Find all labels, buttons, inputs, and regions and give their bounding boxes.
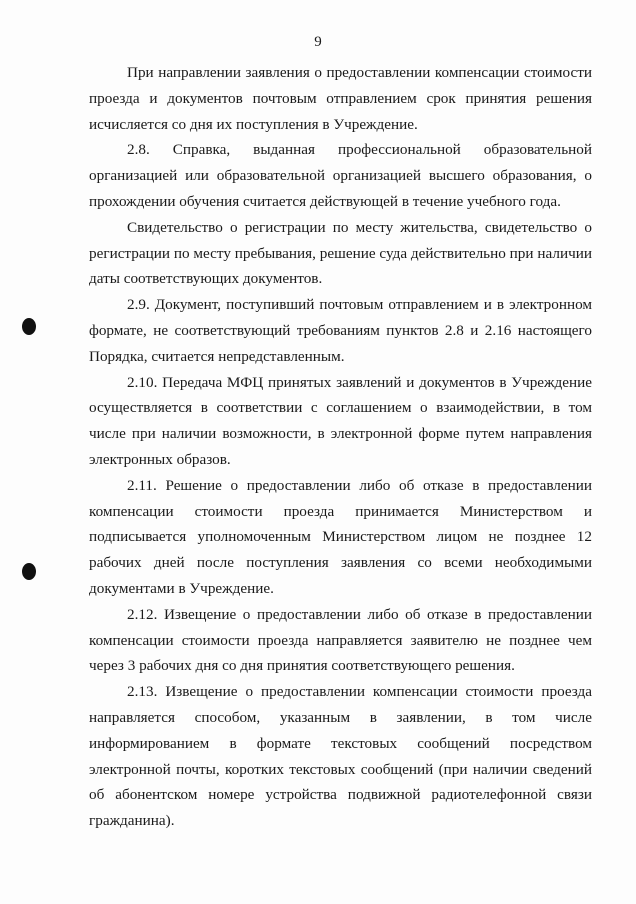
paragraph-2-12: 2.12. Извещение о предоставлении либо об отказе в предоставлении компенсации стоимости проезда направляется заявителю не позднее чем через 3 рабочих дня со дня принятия соответствующего решения. bbox=[89, 605, 592, 675]
paragraph-registration-certificate: Свидетельство о регистрации по месту жительства, свидетельство о регистрации по месту пребывания, решение суда действительно при наличии даты соответствующих документов. bbox=[89, 218, 592, 288]
page-number: 9 bbox=[314, 34, 322, 50]
paragraph-2-10: 2.10. Передача МФЦ принятых заявлений и документов в Учреждение осуществляется в соответствии с соглашением о взаимодействии, в том числе при наличии возможности, в электронной форме путем направления электронных образов. bbox=[89, 373, 592, 468]
paragraph-2-13: 2.13. Извещение о предоставлении компенсации стоимости проезда направляется способом, указанным в заявлении, в том числе информированием в формате текстовых сообщений посредством электронной почты, коротких текстовых сообщений (при наличии сведений об абонентском номере устройства подвижной радиотелефонной связи гражданина). bbox=[89, 683, 592, 830]
paragraph-2-9: 2.9. Документ, поступивший почтовым отправлением и в электронном формате, не соответствующий требованиям пунктов 2.8 и 2.16 настоящего Порядка, считается непредставленным. bbox=[89, 296, 592, 365]
paragraph-mail-submission: При направлении заявления о предоставлении компенсации стоимости проезда и документов почтовым отправлением срок принятия решения исчисляется со дня их поступления в Учреждение. bbox=[89, 64, 592, 133]
document-body bbox=[89, 60, 592, 834]
paragraph-2-11: 2.11. Решение о предоставлении либо об отказе в предоставлении компенсации стоимости проезда принимается Министерством и подписывается уполномоченным Министерством лицом не позднее 12 рабочих дней после поступления заявления со всеми необходимыми документами в Учреждение. bbox=[89, 476, 592, 597]
punch-hole-mark bbox=[22, 563, 36, 580]
punch-hole-mark bbox=[22, 318, 36, 335]
paragraph-2-8: 2.8. Справка, выданная профессиональной образовательной организацией или образовательной организацией высшего образования, о прохождении обучения считается действующей в течение учебного года. bbox=[89, 141, 592, 210]
